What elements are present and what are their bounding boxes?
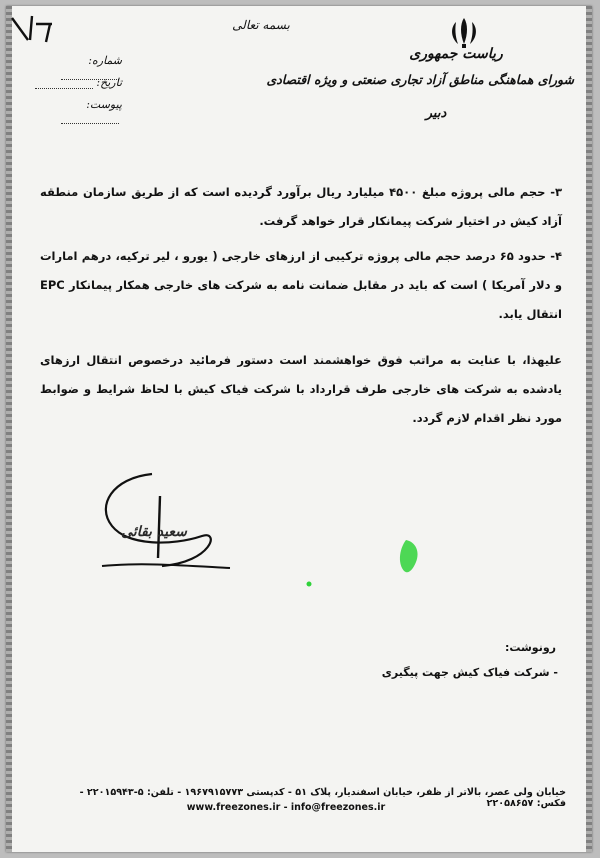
scan-edge-left xyxy=(6,6,12,852)
org-line-council: شورای هماهنگی مناطق آزاد تجاری صنعتی و ویژه اقتصادی xyxy=(266,72,574,87)
basmala-text: بسمه تعالی xyxy=(232,18,290,32)
meta-date xyxy=(30,76,122,89)
iran-emblem-icon xyxy=(444,14,484,50)
meta-date-label: تاریخ: xyxy=(96,76,122,89)
cc-item: - شرکت فیاک کیش جهت پیگیری xyxy=(381,666,558,679)
signatory-name: سعید بقائی xyxy=(121,524,187,540)
meta-attachment xyxy=(30,98,122,124)
org-line-secretary: دبیر xyxy=(425,106,447,121)
letter-page xyxy=(6,6,592,852)
cc-label: رونوشت: xyxy=(504,641,556,654)
footer-website: www.freezones.ir - info@freezones.ir xyxy=(186,802,386,813)
meta-number-label: شماره: xyxy=(88,54,122,67)
page-number-mark xyxy=(6,6,66,46)
footer-address: خیابان ولی عصر، بالاتر از ظفر، خیابان اسفندیار، پلاک ۵۱ - کدپستی ۱۹۶۷۹۱۵۷۷۳ - تلفن: ۵-۲۲۰۱۵۹۴۳ - فکس: ۲۲۰۵۸۶۵۷ xyxy=(79,787,566,809)
paragraph-item-4: ۴- حدود ۶۵ درصد حجم مالی پروژه ترکیبی از ارزهای خارجی ( یورو ، لیر ترکیه، درهم امارات و دلار آمریکا ) است که باید در مقابل ضمانت نامه به شرکت های خارجی همکار پیمانکار EPC انتقال یابد. xyxy=(40,249,562,321)
meta-attachment-label: پیوست: xyxy=(86,98,122,111)
scan-edge-right xyxy=(586,6,592,852)
paragraph-closing: علیهذا، با عنایت به مراتب فوق خواهشمند است دستور فرمائید درخصوص انتقال ارزهای یادشده به شرکت های خارجی طرف قرارداد با شرکت فیاک کیش با لحاظ شرایط و ضوابط مورد نظر اقدام لازم گردد. xyxy=(40,353,562,425)
paragraph-item-3: ۳- حجم مالی پروژه مبلغ ۴۵۰۰ میلیارد ریال برآورد گردیده است که از طریق سازمان منطقه آزاد کیش در اختیار شرکت پیمانکار قرار خواهد گرفت. xyxy=(40,185,562,228)
green-dot-mark xyxy=(306,581,312,587)
green-stamp-mark xyxy=(398,538,422,578)
org-line-presidency: ریاست جمهوری xyxy=(409,46,503,62)
